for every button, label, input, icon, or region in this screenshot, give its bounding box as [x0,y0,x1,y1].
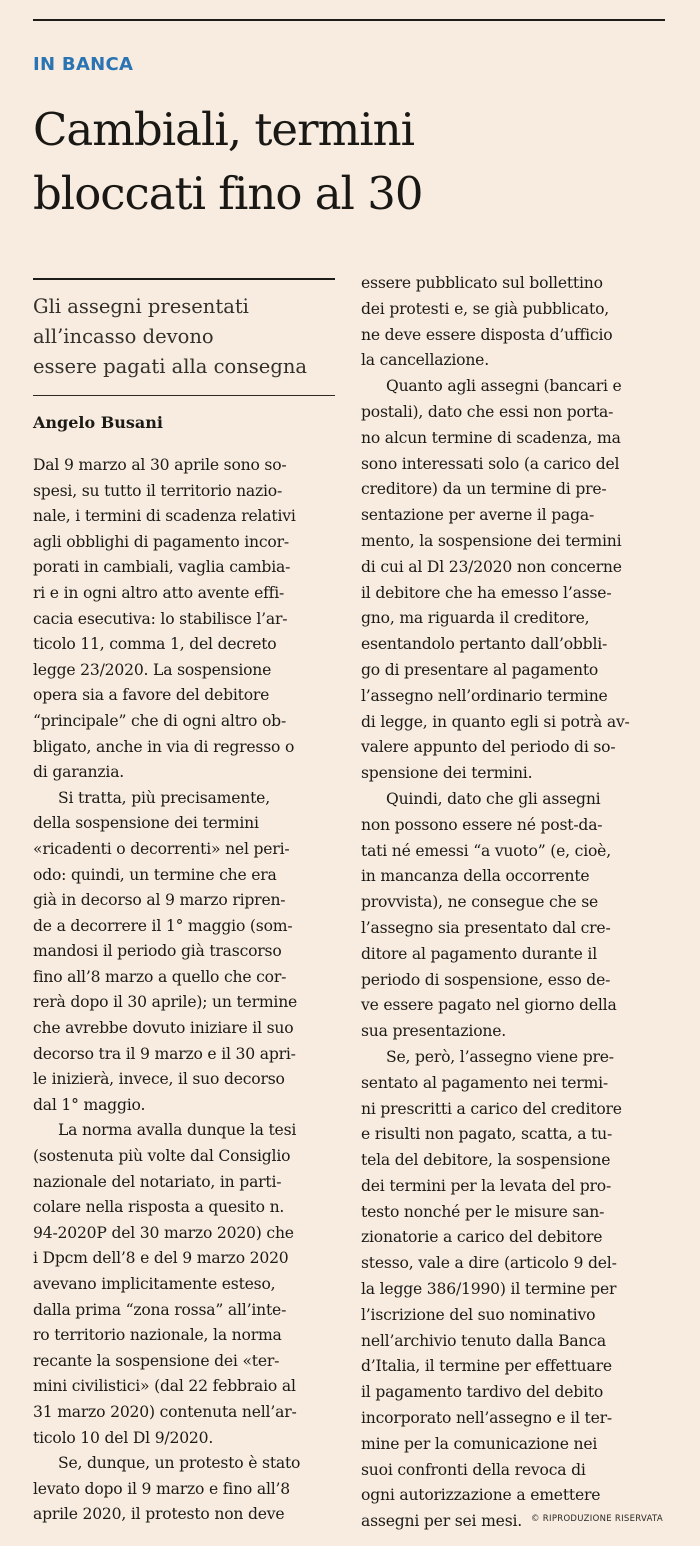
headline-line: Cambiali, termini [33,103,415,156]
article-line: mine per la comunicazione nei [361,1434,598,1453]
article-line: incorporato nell’assegno e il ter- [361,1409,612,1428]
article-line: porati in cambiali, vaglia cambia- [33,558,291,577]
article-line: sua presentazione. [361,1022,507,1041]
article-line: i Dpcm dell’8 e del 9 marzo 2020 [33,1249,289,1268]
article-line: testo nonché per le misure san- [361,1202,605,1221]
headline-line: bloccati fino al 30 [33,167,423,220]
article-line: de a decorrere il 1° maggio (som- [33,916,293,935]
copyright-notice: © RIPRODUZIONE RISERVATA [531,1514,663,1524]
article-line: bligato, anche in via di regresso o [33,737,295,756]
article-line: nale, i termini di scadenza relativi [33,507,296,526]
article-line: rerà dopo il 30 aprile); un termine [33,993,298,1012]
article-line: suoi confronti della revoca di [361,1460,586,1479]
article-line: levato dopo il 9 marzo e fino all’8 [33,1479,291,1498]
article-line: colare nella risposta a quesito n. [33,1198,285,1217]
article-line: mento, la sospensione dei termini [361,531,622,550]
article-line: già in decorso al 9 marzo ripren- [33,891,286,910]
article-line: sono interessati solo (a carico del [361,454,620,473]
article-line: della sospensione dei termini [33,814,259,833]
subtitle [33,292,335,382]
article-line: creditore) da un termine di pre- [361,480,607,499]
article-line: nazionale del notariato, in parti- [33,1172,282,1191]
article-line: in mancanza della occorrente [361,867,590,886]
article-line: mini civilistici» (dal 22 febbraio al [33,1377,296,1396]
article-line: avevano implicitamente esteso, [33,1275,276,1293]
subtitle-bottom-rule [33,395,335,396]
article-line: le inizierà, invece, il suo decorso [33,1070,285,1089]
article-line: postali), dato che essi non porta- [361,402,614,421]
article-line: «ricadenti o decorrenti» nel peri- [33,839,290,858]
article-line: nell’archivio tenuto dalla Banca [361,1331,606,1350]
article-line: e risulti non pagato, scatta, a tu- [361,1125,613,1144]
article-line: ve essere pagato nel giorno della [361,996,617,1015]
subtitle-line: essere pagati alla consegna [33,355,307,378]
article-line: sentazione per averne il paga- [361,506,595,525]
article-line: Quanto agli assegni (bancari e [386,377,622,396]
article-text-right [361,271,665,1535]
article-line: zionatorie a carico del debitore [361,1228,603,1247]
headline [33,98,663,226]
article-text-left [33,453,335,1528]
article-line: ditore al pagamento durante il [361,944,597,963]
article-line: aprile 2020, il protesto non deve [33,1505,285,1524]
top-rule [33,19,665,21]
article-line: il debitore che ha emesso l’asse- [361,583,612,602]
section-label: IN BANCA [33,54,134,75]
right-column [361,271,665,1535]
article-line: recante la sospensione dei «ter- [33,1351,280,1370]
article-line: dei termini per la levata del pro- [361,1176,612,1195]
article-line: Dal 9 marzo al 30 aprile sono so- [33,456,287,474]
article-line: Se, però, l’assegno viene pre- [386,1047,614,1066]
subtitle-top-rule [33,278,335,280]
article-line: la cancellazione. [361,351,489,370]
article-line: tela del debitore, la sospensione [361,1151,611,1170]
article-line: Quindi, dato che gli assegni [386,789,601,808]
article-line: ri e in ogni altro atto avente effi- [33,583,285,602]
article-line: ni prescritti a carico del creditore [361,1099,622,1118]
article-line: Se, dunque, un protesto è stato [58,1454,301,1473]
article-line: sentato al pagamento nei termi- [361,1073,608,1092]
article-line: stesso, vale a dire (articolo 9 del- [361,1254,617,1273]
article-line: tati né emessi “a vuoto” (e, cioè, [361,841,611,860]
article-line: cacia esecutiva: lo stabilisce l’ar- [33,609,288,628]
article-line: 94-2020P del 30 marzo 2020) che [33,1223,294,1242]
article-line: ne deve essere disposta d’ufficio [361,325,613,344]
article-line: spensione dei termini. [361,764,533,783]
article-line: gno, ma riguarda il creditore, [361,609,590,628]
subtitle-line: Gli assegni presentati [33,295,249,318]
article-line: ogni autorizzazione a emettere [361,1486,601,1505]
article-line: La norma avalla dunque la tesi [58,1121,297,1140]
article-line: l’assegno sia presentato dal cre- [361,918,611,937]
article-line: ticolo 10 del Dl 9/2020. [33,1428,214,1447]
article-line: ro territorio nazionale, la norma [33,1326,282,1345]
article-line: ticolo 11, comma 1, del decreto [33,635,277,654]
article-line: di garanzia. [33,763,125,782]
author-byline: Angelo Busani [33,413,163,432]
article-line: no alcun termine di scadenza, ma [361,428,621,447]
article-line: la legge 386/1990) il termine per [361,1280,617,1299]
article-line: fino all’8 marzo a quello che cor- [33,967,287,986]
article-line: opera sia a favore del debitore [33,686,270,705]
article-line: odo: quindi, un termine che era [33,865,277,884]
article-line: Si tratta, più precisamente, [58,788,270,807]
article-line: periodo di sospensione, esso de- [361,970,611,989]
article-line: legge 23/2020. La sospensione [33,660,272,679]
article-line: spesi, su tutto il territorio nazio- [33,481,283,500]
article-line: di cui al Dl 23/2020 non concerne [361,557,622,576]
article-line: mandosi il periodo già trascorso [33,942,282,961]
article-line: decorso tra il 9 marzo e il 30 apri- [33,1044,296,1063]
article-line: l’iscrizione del suo nominativo [361,1305,596,1324]
article-line: go di presentare al pagamento [361,660,599,679]
article-line: agli obblighi di pagamento incor- [33,532,289,551]
article-line: d’Italia, il termine per effettuare [361,1357,612,1376]
subtitle-line: all’incasso devono [33,325,214,348]
article-line: non possono essere né post-da- [361,815,603,834]
article-line: il pagamento tardivo del debito [361,1383,604,1402]
article-line: esentandolo pertanto dall’obbli- [361,635,608,654]
article-line: dal 1° maggio. [33,1095,146,1114]
article-line: (sostenuta più volte dal Consiglio [33,1147,291,1166]
article-line: valere appunto del periodo di so- [361,738,616,757]
article-line: l’assegno nell’ordinario termine [361,686,608,705]
left-column [33,278,335,1528]
article-line: che avrebbe dovuto iniziare il suo [33,1019,294,1038]
article-line: di legge, in quanto egli si potrà av- [361,712,630,731]
article-line: assegni per sei mesi. [361,1512,523,1531]
article-line: “principale” che di ogni altro ob- [33,711,287,730]
article-line: dalla prima “zona rossa” all’inte- [33,1300,287,1319]
article-line: 31 marzo 2020) contenuta nell’ar- [33,1402,297,1421]
article-line: essere pubblicato sul bollettino [361,274,603,292]
article-line: dei protesti e, se già pubblicato, [361,299,610,318]
article-line: provvista), ne consegue che se [361,893,599,912]
